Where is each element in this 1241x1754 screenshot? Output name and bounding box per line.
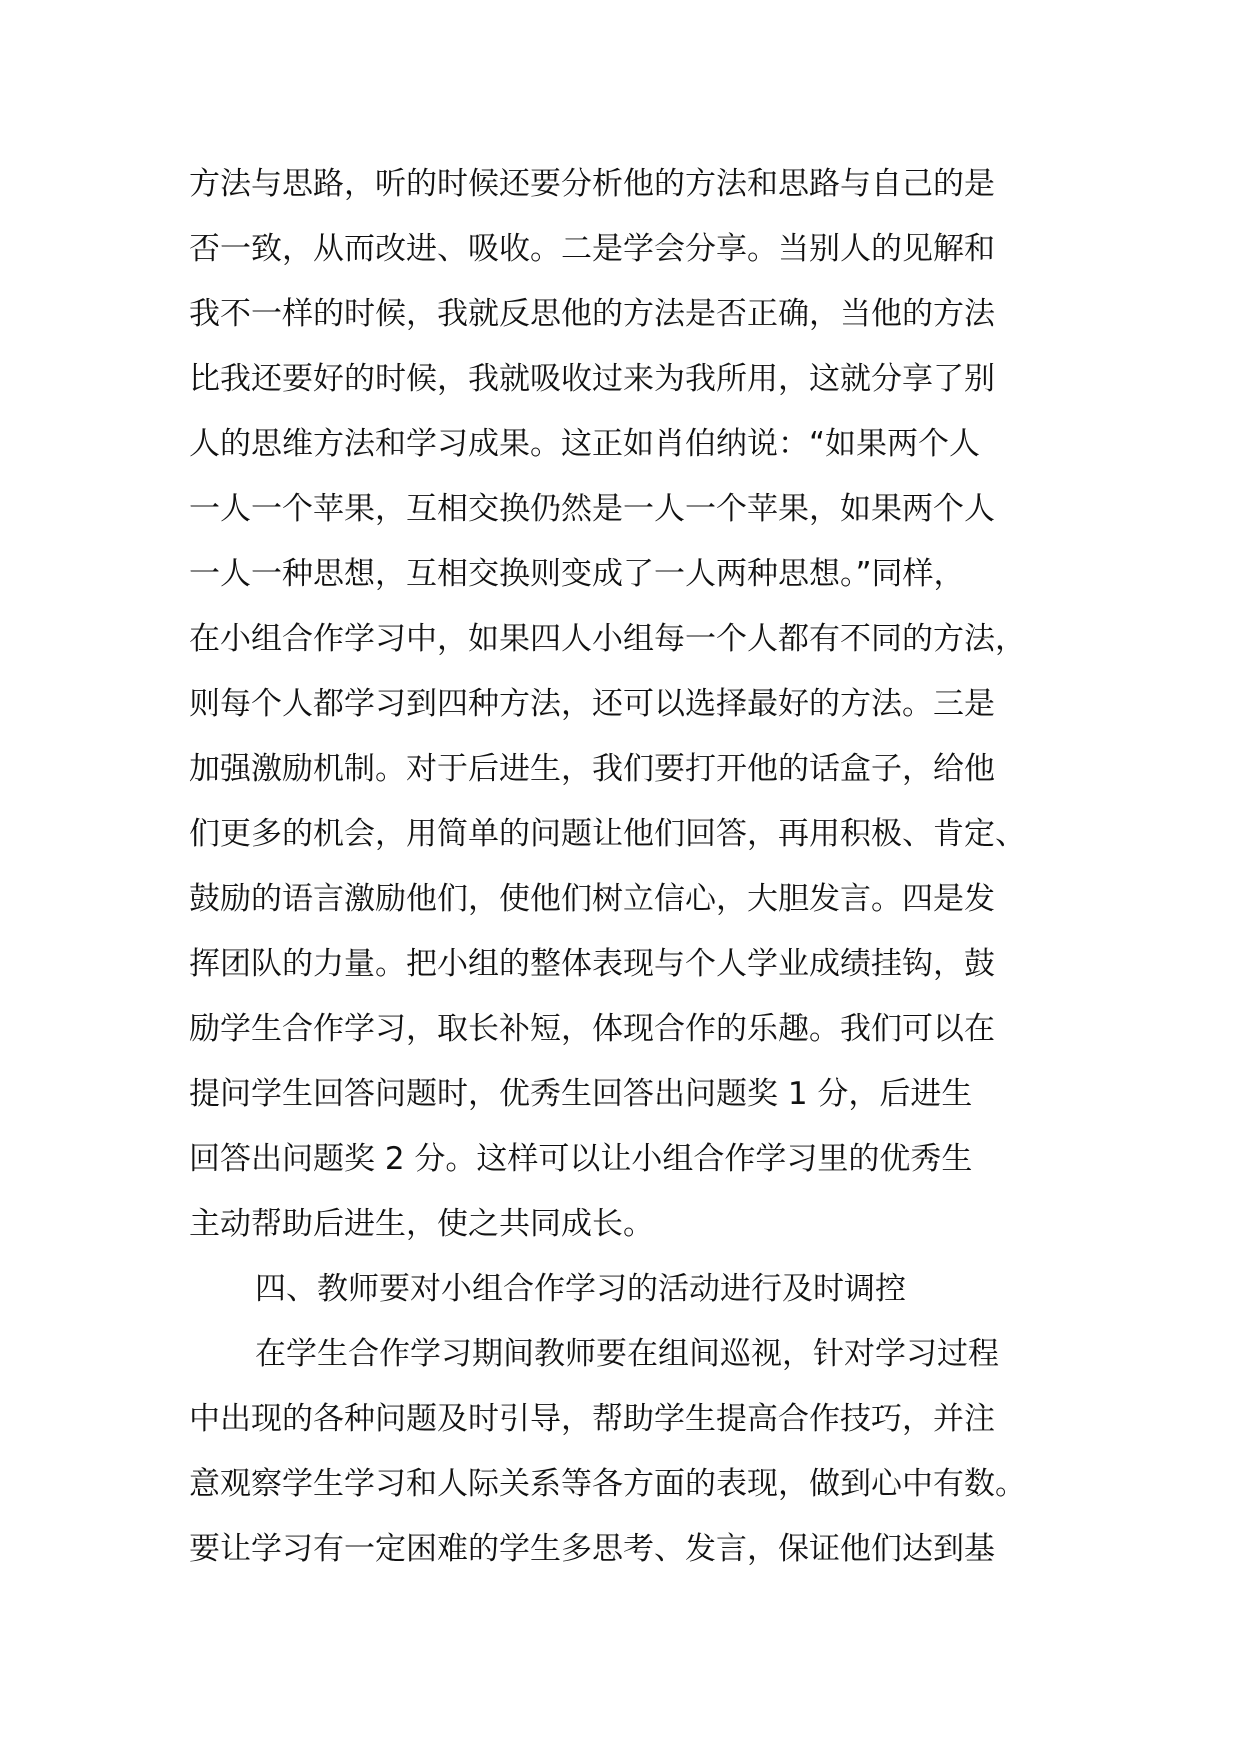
text-line: 回答出问题奖 2 分。这样可以让小组合作学习里的优秀生 [189, 1141, 973, 1177]
text-line: 鼓励的语言激励他们，使他们树立信心，大胆发言。四是发 [189, 881, 995, 917]
text-line: 比我还要好的时候，我就吸收过来为我所用，这就分享了别 [189, 361, 995, 397]
section-heading: 四、教师要对小组合作学习的活动进行及时调控 [255, 1271, 906, 1307]
body-text [189, 152, 1069, 1582]
text-line: 意观察学生学习和人际关系等各方面的表现，做到心中有数。 [189, 1466, 1026, 1502]
text-line: 我不一样的时候，我就反思他的方法是否正确，当他的方法 [189, 296, 995, 332]
text-line: 主动帮助后进生，使之共同成长。 [189, 1206, 654, 1242]
text-line: 一人一个苹果，互相交换仍然是一人一个苹果，如果两个人 [189, 491, 995, 527]
text-line: 们更多的机会，用简单的问题让他们回答，再用积极、肯定、 [189, 816, 1026, 852]
text-line: 人的思维方法和学习成果。这正如肖伯纳说：“如果两个人 [189, 426, 981, 462]
text-line: 一人一种思想，互相交换则变成了一人两种思想。”同样， [189, 556, 965, 592]
text-line: 在学生合作学习期间教师要在组间巡视，针对学习过程 [255, 1336, 999, 1372]
text-line: 中出现的各种问题及时引导，帮助学生提高合作技巧，并注 [189, 1401, 995, 1437]
text-line: 加强激励机制。对于后进生，我们要打开他的话盒子，给他 [189, 751, 995, 787]
text-line: 要让学习有一定困难的学生多思考、发言，保证他们达到基 [189, 1531, 995, 1567]
text-line: 否一致，从而改进、吸收。二是学会分享。当别人的见解和 [189, 231, 995, 267]
text-line: 励学生合作学习，取长补短，体现合作的乐趣。我们可以在 [189, 1011, 995, 1047]
text-line: 挥团队的力量。把小组的整体表现与个人学业成绩挂钩，鼓 [189, 946, 995, 982]
text-line: 在小组合作学习中，如果四人小组每一个人都有不同的方法， [189, 621, 1026, 657]
text-line: 提问学生回答问题时，优秀生回答出问题奖 1 分，后进生 [189, 1076, 973, 1112]
text-line: 则每个人都学习到四种方法，还可以选择最好的方法。三是 [189, 686, 995, 722]
text-line: 方法与思路，听的时候还要分析他的方法和思路与自己的是 [189, 166, 995, 202]
